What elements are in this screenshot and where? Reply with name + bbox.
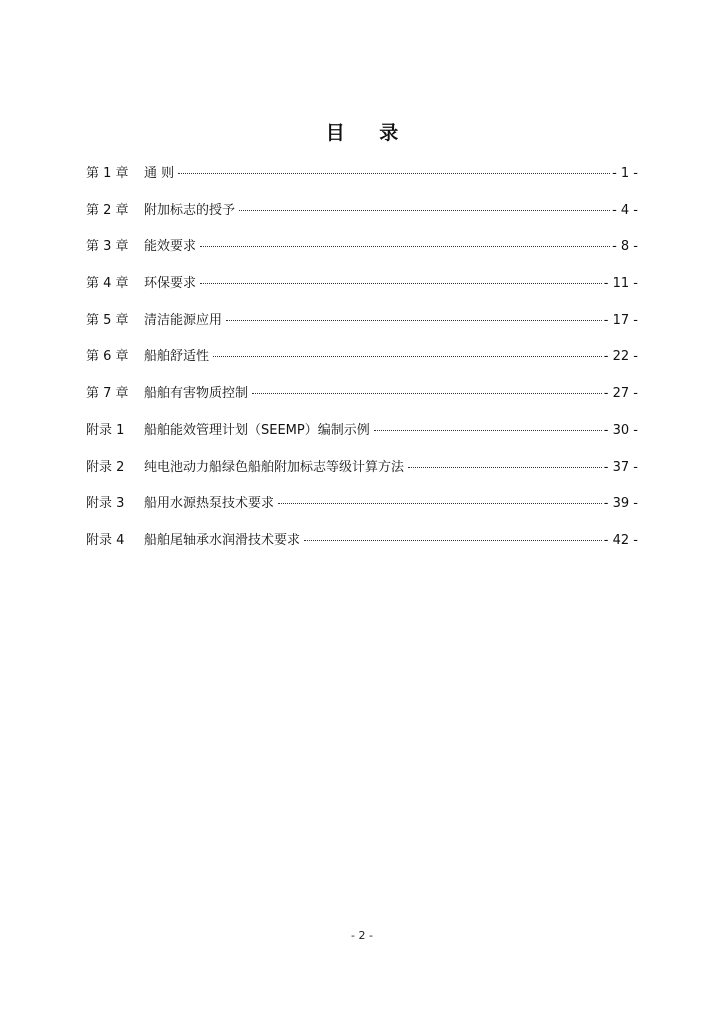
toc-entry-chapter-5[interactable]	[86, 309, 638, 331]
toc-entry-chapter-4[interactable]	[86, 272, 638, 294]
toc-entry-label: 第 4 章	[86, 276, 129, 292]
toc-entry-text: 纯电池动力船绿色船舶附加标志等级计算方法	[144, 459, 405, 475]
toc-entry-text: 环保要求	[144, 276, 197, 292]
toc-entry-label: 第 3 章	[86, 239, 129, 255]
toc-entry-page: - 39 -	[603, 496, 638, 512]
toc-entry-text: 清洁能源应用	[144, 312, 223, 328]
toc-dot-leader	[252, 393, 602, 394]
toc-entry-label: 附录 2	[86, 459, 125, 475]
toc-dot-leader	[408, 467, 602, 468]
toc-entry-page: - 11 -	[603, 276, 638, 292]
toc-entry-page: - 1 -	[612, 166, 638, 181]
toc-dot-leader	[374, 430, 602, 431]
toc-entry-text: 船舶能效管理计划（SEEMP）编制示例	[144, 422, 370, 438]
toc-entry-chapter-1[interactable]	[86, 162, 638, 184]
toc-entry-page: - 37 -	[603, 459, 638, 475]
toc-entry-label: 附录 1	[86, 422, 125, 438]
toc-entry-page: - 30 -	[603, 422, 638, 438]
toc-entry-text: 附加标志的授予	[144, 202, 236, 218]
toc-entry-chapter-7[interactable]	[86, 382, 638, 404]
toc-entry-label: 第 5 章	[86, 312, 129, 328]
toc-entry-text: 船舶有害物质控制	[144, 386, 249, 402]
toc-entry-text: 能效要求	[144, 239, 197, 255]
toc-entry-label: 第 2 章	[86, 202, 129, 218]
toc-entry-appendix-4[interactable]	[86, 529, 638, 551]
toc-entry-text: 船舶舒适性	[144, 349, 210, 365]
toc-entry-label: 第 7 章	[86, 386, 129, 402]
toc-entry-text: 船舶尾轴承水润滑技术要求	[144, 532, 301, 548]
toc-entry-page: - 4 -	[612, 202, 638, 218]
toc-entry-page: - 22 -	[603, 349, 638, 365]
toc-dot-leader	[304, 540, 602, 541]
toc-entry-text: 船用水源热泵技术要求	[144, 496, 275, 512]
toc-entry-page: - 27 -	[603, 386, 638, 402]
toc-entry-chapter-3[interactable]	[86, 235, 638, 257]
toc-dot-leader	[239, 210, 610, 211]
toc-entry-label: 附录 3	[86, 496, 125, 512]
page-number-footer: - 2 -	[351, 929, 373, 942]
toc-title: 目 录	[325, 122, 413, 144]
toc-entry-page: - 42 -	[603, 532, 638, 548]
toc-entry-chapter-2[interactable]	[86, 199, 638, 221]
toc-entry-page: - 8 -	[612, 239, 638, 255]
toc-entry-appendix-2[interactable]	[86, 456, 638, 478]
toc-dot-leader	[200, 246, 610, 247]
toc-dot-leader	[226, 320, 602, 321]
toc-entry-label: 附录 4	[86, 532, 125, 548]
table-of-contents	[86, 162, 638, 566]
toc-dot-leader	[213, 356, 602, 357]
toc-dot-leader	[200, 283, 602, 284]
toc-entry-text: 通 则	[144, 166, 175, 181]
toc-entry-chapter-6[interactable]	[86, 345, 638, 367]
toc-entry-page: - 17 -	[603, 312, 638, 328]
toc-dot-leader	[178, 173, 610, 174]
toc-entry-appendix-1[interactable]	[86, 419, 638, 441]
toc-dot-leader	[278, 503, 602, 504]
toc-entry-label: 第 1 章	[86, 166, 129, 181]
toc-entry-appendix-3[interactable]	[86, 492, 638, 514]
toc-entry-label: 第 6 章	[86, 349, 129, 365]
